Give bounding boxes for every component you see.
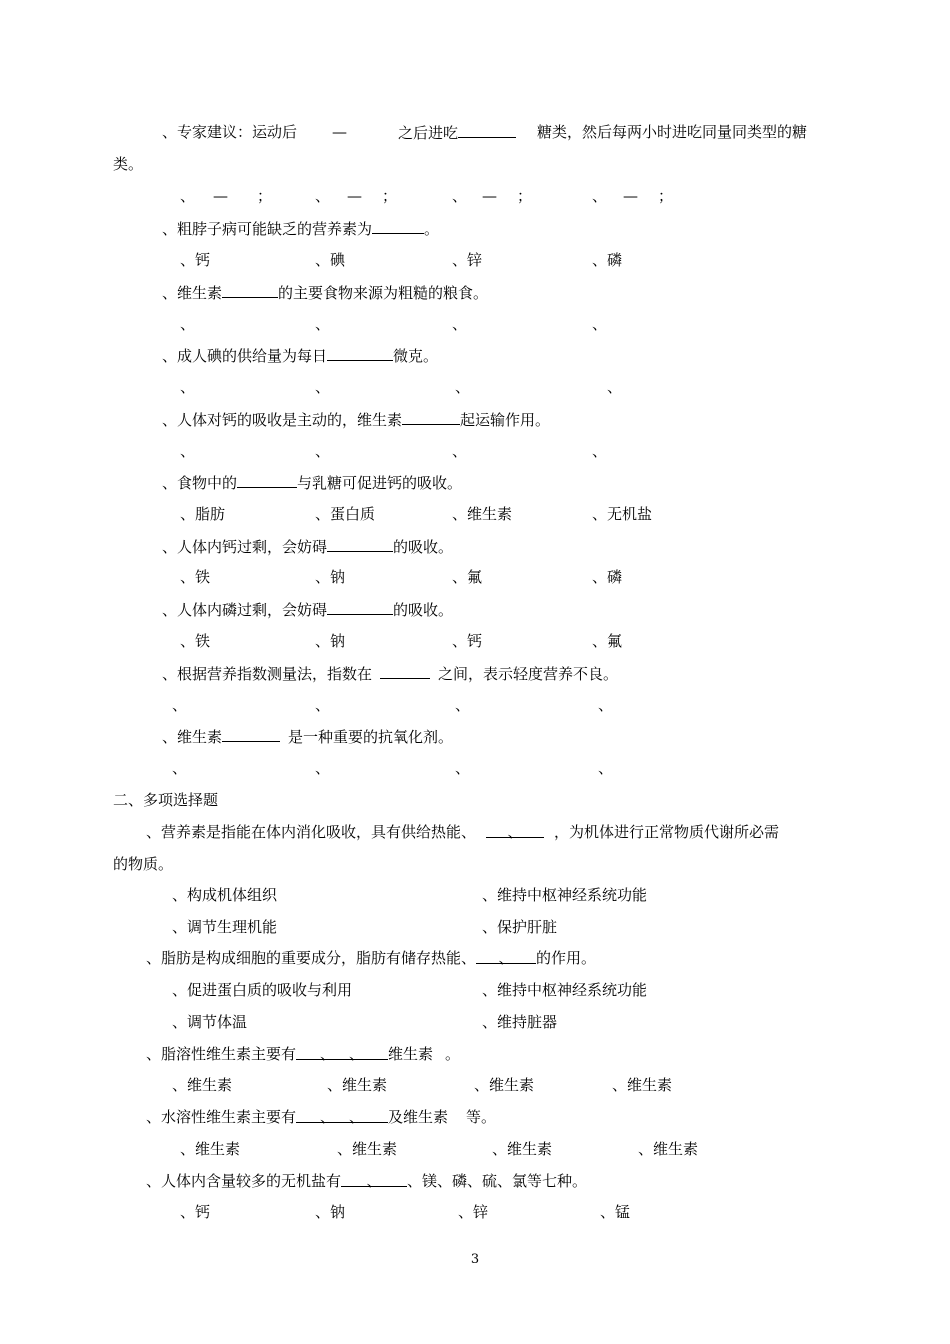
question-stem: 、脂肪是构成细胞的重要成分，脂肪有储存热能、 、 的作用。: [146, 949, 597, 967]
option: 、: [455, 696, 471, 714]
option: 、: [180, 187, 196, 205]
answer-blank[interactable]: [222, 726, 280, 742]
option: 、钙: [452, 632, 483, 650]
option: 、: [315, 759, 331, 777]
option: 、: [455, 759, 471, 777]
option: ；: [257, 187, 273, 205]
answer-blank[interactable]: [327, 599, 393, 615]
option: 、: [172, 696, 188, 714]
option: ；: [517, 187, 533, 205]
option: 、锌: [452, 251, 483, 269]
option: 、铁: [180, 632, 211, 650]
question-stem: 、食物中的 与乳糖可促进钙的吸收。: [162, 474, 463, 492]
option: 、维生素: [452, 505, 513, 523]
question-stem-continued: 的物质。: [113, 855, 174, 873]
answer-blank[interactable]: 、 、: [296, 1107, 388, 1123]
question-stem: 、脂溶性维生素主要有 、 、 维生素 。: [146, 1045, 461, 1063]
option: 、维生素: [172, 1076, 233, 1094]
option: 、钠: [315, 1203, 346, 1221]
option: 、保护肝脏: [482, 918, 558, 936]
option: 、维生素: [337, 1140, 398, 1158]
option: 、: [180, 315, 196, 333]
option: —: [482, 187, 497, 205]
page-number: 3: [470, 1252, 480, 1267]
option: 、维持脏器: [482, 1013, 558, 1031]
answer-blank[interactable]: [327, 536, 393, 552]
question-stem: 、根据营养指数测量法，指数在 之间，表示轻度营养不良。: [162, 665, 619, 683]
question-stem: 、营养素是指能在体内消化吸收，具有供给热能、 、 ，为机体进行正常物质代谢所必需: [146, 823, 780, 841]
option: 、维生素: [327, 1076, 388, 1094]
question-stem: 、专家建议：运动后: [162, 123, 298, 141]
option: 、磷: [592, 568, 623, 586]
option: 、维持中枢神经系统功能: [482, 981, 648, 999]
option: 、钙: [180, 251, 211, 269]
option: 、: [452, 442, 468, 460]
option: —: [213, 187, 228, 205]
option: 、铁: [180, 568, 211, 586]
answer-blank[interactable]: [380, 663, 430, 679]
question-stem: 、维生素 的主要食物来源为粗糙的粮食。: [162, 284, 489, 302]
option: ；: [382, 187, 398, 205]
question-stem: 、粗脖子病可能缺乏的营养素为 。: [162, 220, 440, 238]
question-stem: 、成人碘的供给量为每日 微克。: [162, 347, 439, 365]
option: 、: [315, 315, 331, 333]
answer-blank[interactable]: 、 、: [296, 1044, 388, 1060]
option: 、蛋白质: [315, 505, 376, 523]
question-stem: 糖类，然后每两小时进吃同量同类型的糖: [537, 123, 808, 141]
option: 、促进蛋白质的吸收与利用: [172, 981, 353, 999]
option: 、: [452, 315, 468, 333]
option: 、钙: [180, 1203, 211, 1221]
dash: —: [332, 123, 347, 141]
answer-blank[interactable]: [327, 345, 393, 361]
option: 、氟: [592, 632, 623, 650]
option: 、维生素: [180, 1140, 241, 1158]
option: —: [347, 187, 362, 205]
option: 、: [315, 696, 331, 714]
option: 、维持中枢神经系统功能: [482, 886, 648, 904]
question-stem: 之后进吃: [398, 122, 516, 143]
option: 、: [598, 696, 614, 714]
option: 、构成机体组织: [172, 886, 278, 904]
option: 、: [180, 378, 196, 396]
answer-blank[interactable]: 、: [476, 948, 536, 964]
option: 、脂肪: [180, 505, 226, 523]
option: 、: [315, 187, 331, 205]
option: 、: [315, 378, 331, 396]
option: 、维生素: [492, 1140, 553, 1158]
answer-blank[interactable]: [222, 282, 278, 298]
option: 、: [598, 759, 614, 777]
option: 、锰: [600, 1203, 631, 1221]
option: 、: [592, 187, 608, 205]
answer-blank[interactable]: [237, 472, 297, 488]
option: 、磷: [592, 251, 623, 269]
question-stem: 、人体对钙的吸收是主动的，维生素 起运输作用。: [162, 411, 551, 429]
option: 、锌: [458, 1203, 489, 1221]
answer-blank[interactable]: 、: [341, 1171, 407, 1187]
option: 、无机盐: [592, 505, 653, 523]
option: 、氟: [452, 568, 483, 586]
option: 、维生素: [474, 1076, 535, 1094]
option: 、: [172, 759, 188, 777]
question-stem: 、人体内磷过剩，会妨碍 的吸收。: [162, 601, 454, 619]
answer-blank[interactable]: 、: [486, 822, 544, 838]
option: 、调节体温: [172, 1013, 248, 1031]
option: 、维生素: [612, 1076, 673, 1094]
option: 、: [592, 442, 608, 460]
question-stem: 、人体内含量较多的无机盐有 、 、镁、磷、硫、氯等七种。: [146, 1172, 588, 1190]
option: 、: [607, 378, 623, 396]
option: 、: [180, 442, 196, 460]
option: 、: [455, 378, 471, 396]
option: 、: [592, 315, 608, 333]
option: 、碘: [315, 251, 346, 269]
option: 、: [452, 187, 468, 205]
answer-blank[interactable]: [372, 218, 424, 234]
option: ；: [658, 187, 674, 205]
question-stem: 、人体内钙过剩，会妨碍 的吸收。: [162, 538, 454, 556]
question-stem: 、维生素 是一种重要的抗氧化剂。: [162, 728, 454, 746]
option: —: [623, 187, 638, 205]
question-stem-continued: 类。: [113, 155, 144, 173]
option: 、: [315, 442, 331, 460]
answer-blank[interactable]: [458, 122, 516, 138]
answer-blank[interactable]: [402, 409, 460, 425]
question-stem: 、水溶性维生素主要有 、 、 及维生素 等。: [146, 1108, 497, 1126]
option: 、钠: [315, 632, 346, 650]
option: 、钠: [315, 568, 346, 586]
option: 、调节生理机能: [172, 918, 278, 936]
option: 、维生素: [638, 1140, 699, 1158]
section-title: 二、多项选择题: [113, 791, 219, 809]
